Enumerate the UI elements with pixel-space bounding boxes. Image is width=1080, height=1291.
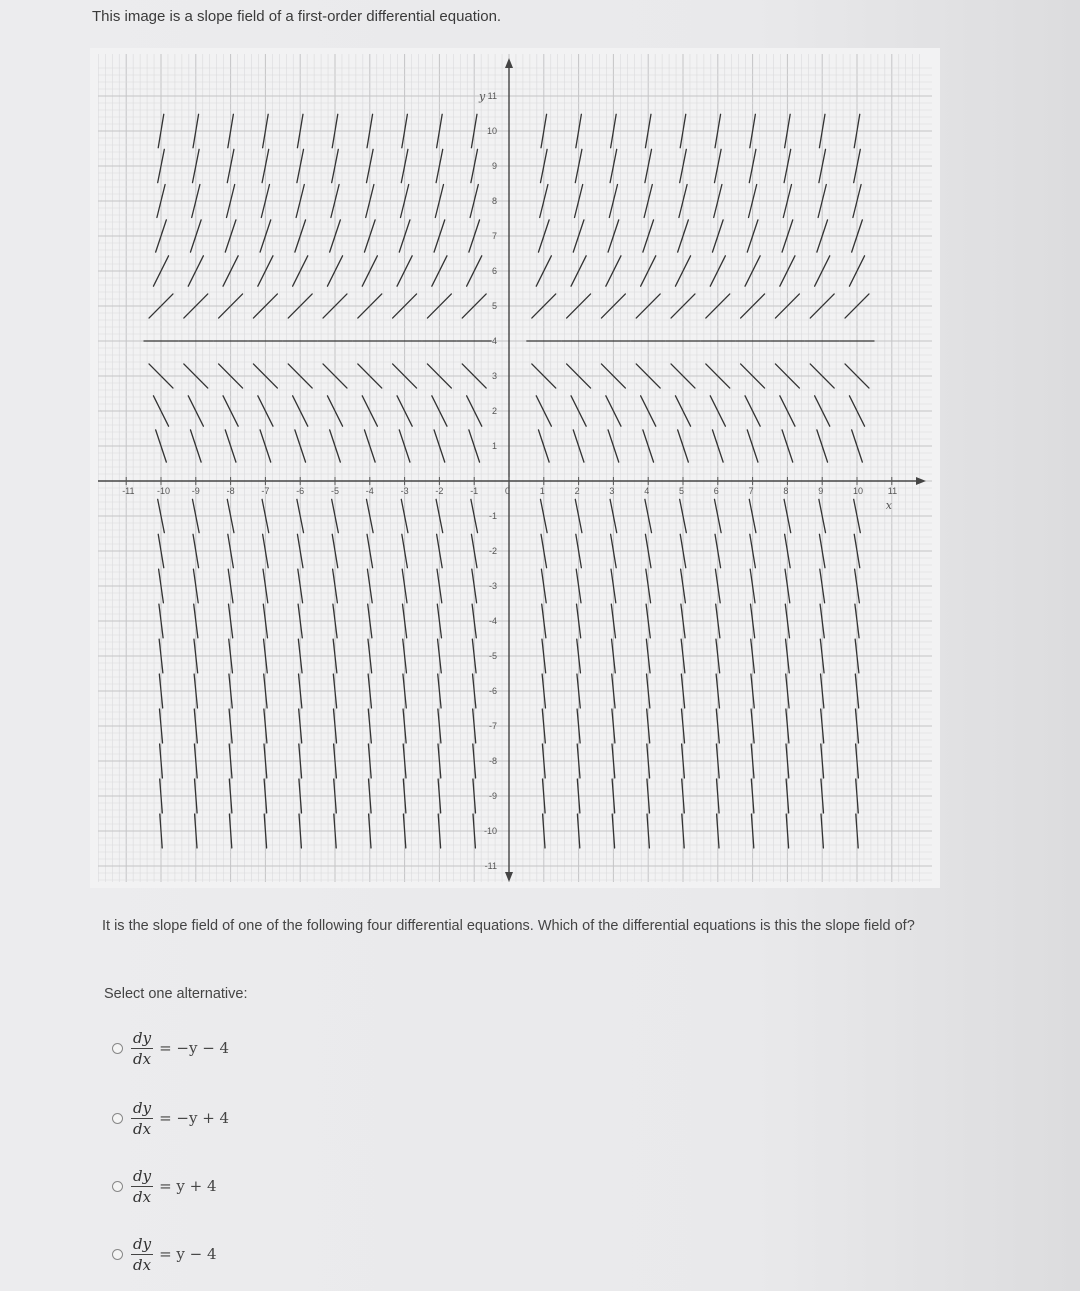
radio-button-4[interactable] xyxy=(112,1249,123,1260)
x-tick-label: 0 xyxy=(505,486,511,496)
y-tick-label: -9 xyxy=(488,791,497,801)
derivative-fraction-1 xyxy=(131,1029,153,1068)
y-tick-label: -5 xyxy=(488,651,497,661)
slope-field-chart xyxy=(90,48,940,888)
derivative-fraction-4 xyxy=(131,1235,153,1274)
intro-text: This image is a slope field of a first-order differential equation. xyxy=(92,8,502,25)
option-rhs-3: = y + 4 xyxy=(159,1177,217,1195)
x-tick-label: 2 xyxy=(574,486,580,496)
fraction-numerator: dy xyxy=(133,1028,152,1047)
radio-button-1[interactable] xyxy=(112,1043,123,1054)
y-tick-label: 4 xyxy=(491,336,497,346)
radio-button-3[interactable] xyxy=(112,1181,123,1192)
y-axis-label: y xyxy=(479,90,486,103)
x-tick-label: 3 xyxy=(609,486,615,496)
x-tick-label: 11 xyxy=(887,486,898,496)
y-tick-label: -11 xyxy=(484,861,497,871)
y-tick-label: -6 xyxy=(488,686,497,696)
select-label: Select one alternative: xyxy=(104,986,248,1002)
radio-button-2[interactable] xyxy=(112,1113,123,1124)
y-tick-label: 7 xyxy=(491,231,497,241)
y-tick-label: 5 xyxy=(491,301,497,311)
x-tick-label: 6 xyxy=(713,486,719,496)
option-1[interactable] xyxy=(112,1024,229,1072)
y-tick-label: -3 xyxy=(488,581,497,591)
derivative-fraction-3 xyxy=(131,1167,153,1206)
x-tick-label: -1 xyxy=(470,486,479,496)
x-tick-label: 7 xyxy=(748,486,754,496)
y-tick-label: 6 xyxy=(491,266,497,276)
x-tick-label: -6 xyxy=(296,486,305,496)
x-tick-label: -9 xyxy=(191,486,200,496)
x-tick-label: 5 xyxy=(679,486,685,496)
x-axis-label: x xyxy=(885,499,893,512)
option-3[interactable] xyxy=(112,1162,217,1210)
y-tick-label: 8 xyxy=(491,196,497,206)
fraction-denominator: dx xyxy=(133,1187,152,1206)
x-tick-label: -4 xyxy=(365,486,374,496)
fraction-numerator: dy xyxy=(133,1098,152,1117)
y-tick-label: 1 xyxy=(491,441,497,451)
x-tick-label: -5 xyxy=(331,486,340,496)
fraction-denominator: dx xyxy=(133,1255,152,1274)
fraction-denominator: dx xyxy=(133,1119,152,1138)
option-4[interactable] xyxy=(112,1230,217,1278)
derivative-fraction-2 xyxy=(131,1099,153,1138)
y-tick-label: -4 xyxy=(488,616,497,626)
x-tick-label: 8 xyxy=(783,486,789,496)
x-tick-label: -3 xyxy=(400,486,409,496)
x-tick-label: 10 xyxy=(853,486,864,496)
x-tick-label: 1 xyxy=(539,486,545,496)
y-tick-label: -1 xyxy=(488,511,497,521)
y-tick-label: -10 xyxy=(483,826,497,836)
y-tick-label: -8 xyxy=(488,756,497,766)
option-rhs-4: = y − 4 xyxy=(159,1245,217,1263)
x-tick-label: 9 xyxy=(818,486,824,496)
x-tick-label: -2 xyxy=(435,486,444,496)
option-rhs-2: = −y + 4 xyxy=(159,1109,230,1127)
x-tick-label: -8 xyxy=(226,486,235,496)
fraction-denominator: dx xyxy=(133,1049,152,1068)
fraction-numerator: dy xyxy=(133,1166,152,1185)
y-tick-label: -2 xyxy=(488,546,497,556)
y-tick-label: 9 xyxy=(491,161,497,171)
x-tick-label: -10 xyxy=(157,486,171,496)
x-tick-label: 4 xyxy=(644,486,650,496)
y-tick-label: 11 xyxy=(487,91,497,101)
plot-background xyxy=(90,48,940,888)
option-2[interactable] xyxy=(112,1094,229,1142)
y-tick-label: 10 xyxy=(486,126,497,136)
x-tick-label: -7 xyxy=(261,486,270,496)
y-tick-label: 2 xyxy=(491,406,497,416)
y-tick-label: 3 xyxy=(491,371,497,381)
option-rhs-1: = −y − 4 xyxy=(159,1039,230,1057)
y-tick-label: -7 xyxy=(488,721,497,731)
fraction-numerator: dy xyxy=(133,1234,152,1253)
question-text: It is the slope field of one of the following four differential equations. Which of the differential equations is this the slope field of? xyxy=(102,918,915,934)
x-tick-label: -11 xyxy=(122,486,135,496)
